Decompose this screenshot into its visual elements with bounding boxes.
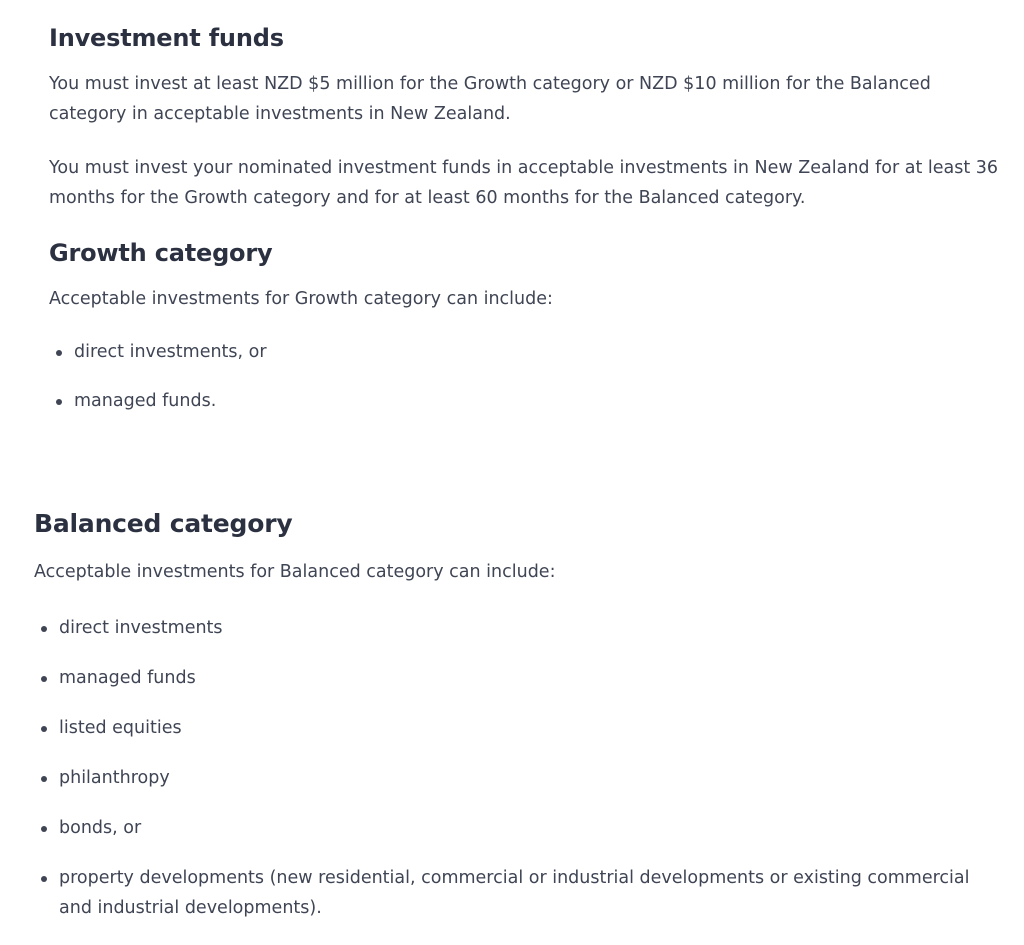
growth-category-intro: Acceptable investments for Growth category can include:	[49, 289, 553, 309]
list-item: direct investments, or	[49, 337, 1009, 367]
list-item: philanthropy	[34, 763, 994, 793]
bullet-icon	[56, 350, 62, 356]
bullet-icon	[56, 399, 62, 405]
list-item: property developments (new residential, commercial or industrial developments or existing commercial and industrial developments).	[34, 863, 994, 923]
investment-funds-heading: Investment funds	[49, 24, 284, 52]
bullet-icon	[41, 876, 47, 882]
list-item: listed equities	[34, 713, 994, 743]
bullet-icon	[41, 826, 47, 832]
investment-funds-paragraph-2: You must invest your nominated investment funds in acceptable investments in New Zealand for at least 36 months for the Growth category and for at least 60 months for the Balanced category.	[49, 158, 999, 208]
growth-category-heading: Growth category	[49, 239, 273, 267]
list-item: bonds, or	[34, 813, 994, 843]
list-item: managed funds.	[49, 386, 1009, 416]
bullet-icon	[41, 626, 47, 632]
list-item: managed funds	[34, 663, 994, 693]
bullet-icon	[41, 726, 47, 732]
investment-funds-paragraph-1: You must invest at least NZD $5 million for the Growth category or NZD $10 million for the Balanced category in acceptable investments in New Zealand.	[49, 74, 931, 124]
list-item: direct investments	[34, 613, 994, 643]
balanced-category-heading: Balanced category	[34, 509, 293, 538]
balanced-section	[34, 505, 994, 943]
balanced-category-intro: Acceptable investments for Balanced category can include:	[34, 562, 556, 582]
investment-section	[49, 20, 1009, 435]
bullet-icon	[41, 776, 47, 782]
growth-category-list	[49, 337, 1009, 416]
bullet-icon	[41, 676, 47, 682]
balanced-category-list	[34, 613, 994, 923]
